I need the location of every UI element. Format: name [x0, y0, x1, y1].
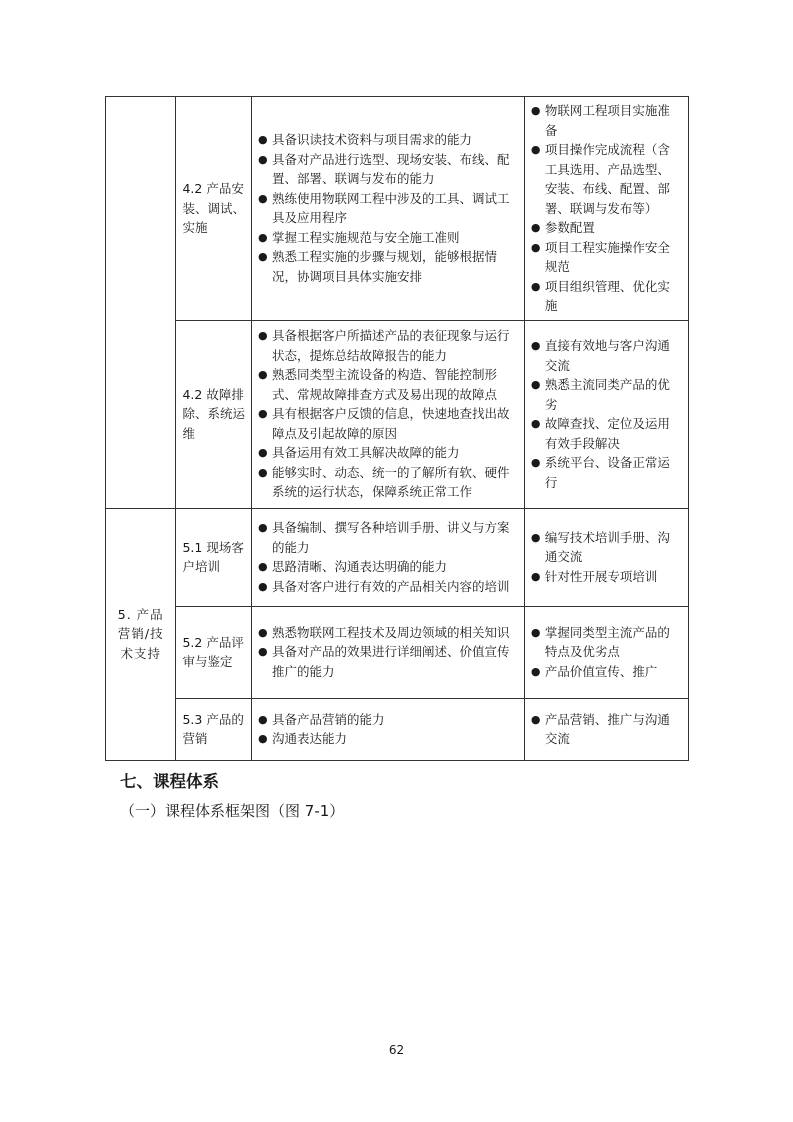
- task-cell: 4.2 故障排除、系统运维: [176, 320, 252, 508]
- list-item: ● 具备根据客户所描述产品的表征现象与运行状态，提炼总结故障报告的能力: [258, 326, 518, 365]
- ability-list: [258, 623, 518, 682]
- ability-cell: [251, 97, 524, 321]
- ability-list: [258, 518, 518, 596]
- list-item: ● 物联网工程项目实施准备: [531, 101, 682, 140]
- table-row: [106, 97, 689, 321]
- list-item: ● 具备产品营销的能力: [258, 710, 518, 730]
- list-item: ● 具备对客户进行有效的产品相关内容的培训: [258, 577, 518, 597]
- ability-list: [258, 710, 518, 749]
- page-number: 62: [388, 1043, 405, 1057]
- list-item: ● 产品价值宣传、推广: [531, 662, 682, 682]
- section-heading: 七、课程体系: [120, 772, 219, 791]
- quality-list: [531, 336, 682, 492]
- quality-cell: [524, 606, 688, 698]
- quality-cell: [524, 698, 688, 760]
- table-row: [106, 698, 689, 760]
- ability-cell: [251, 508, 524, 606]
- list-item: ● 项目工程实施操作安全规范: [531, 238, 682, 277]
- list-item: ● 能够实时、动态、统一的了解所有软、硬件系统的运行状态，保障系统正常工作: [258, 463, 518, 502]
- list-item: ● 具有根据客户反馈的信息，快速地查找出故障点及引起故障的原因: [258, 404, 518, 443]
- list-item: ● 项目组织管理、优化实施: [531, 277, 682, 316]
- list-item: ● 具备编制、撰写各种培训手册、讲义与方案的能力: [258, 518, 518, 557]
- list-item: ● 系统平台、设备正常运行: [531, 453, 682, 492]
- list-item: ● 熟悉同类型主流设备的构造、智能控制形式、常规故障排查方式及易出现的故障点: [258, 365, 518, 404]
- list-item: ● 熟练使用物联网工程中涉及的工具、调试工具及应用程序: [258, 189, 518, 228]
- area-cell: [106, 97, 176, 509]
- task-cell: 5.1 现场客户培训: [176, 508, 252, 606]
- quality-list: [531, 710, 682, 749]
- quality-cell: [524, 508, 688, 606]
- list-item: ● 掌握工程实施规范与安全施工准则: [258, 228, 518, 248]
- list-item: ● 参数配置: [531, 218, 682, 238]
- list-item: ● 掌握同类型主流产品的特点及优劣点: [531, 623, 682, 662]
- quality-list: [531, 623, 682, 682]
- list-item: ● 熟悉物联网工程技术及周边领域的相关知识: [258, 623, 518, 643]
- quality-cell: [524, 97, 688, 321]
- ability-list: [258, 326, 518, 502]
- list-item: ● 思路清晰、沟通表达明确的能力: [258, 557, 518, 577]
- table-row: [106, 320, 689, 508]
- list-item: ● 熟悉工程实施的步骤与规划，能够根据情况，协调项目具体实施安排: [258, 247, 518, 286]
- task-cell: 5.2 产品评审与鉴定: [176, 606, 252, 698]
- list-item: ● 具备识读技术资料与项目需求的能力: [258, 130, 518, 150]
- ability-list: [258, 130, 518, 286]
- list-item: ● 具备运用有效工具解决故障的能力: [258, 443, 518, 463]
- quality-list: [531, 101, 682, 316]
- task-cell: 4.2 产品安装、调试、实施: [176, 97, 252, 321]
- list-item: ● 针对性开展专项培训: [531, 567, 682, 587]
- list-item: ● 故障查找、定位及运用有效手段解决: [531, 414, 682, 453]
- task-cell: 5.3 产品的营销: [176, 698, 252, 760]
- list-item: ● 编写技术培训手册、沟通交流: [531, 528, 682, 567]
- ability-cell: [251, 698, 524, 760]
- table-row: [106, 508, 689, 606]
- quality-cell: [524, 320, 688, 508]
- list-item: ● 沟通表达能力: [258, 729, 518, 749]
- list-item: ● 直接有效地与客户沟通交流: [531, 336, 682, 375]
- ability-cell: [251, 320, 524, 508]
- list-item: ● 具备对产品的效果进行详细阐述、价值宣传推广的能力: [258, 642, 518, 681]
- table-row: [106, 606, 689, 698]
- list-item: ● 产品营销、推广与沟通交流: [531, 710, 682, 749]
- list-item: ● 具备对产品进行选型、现场安装、布线、配置、部署、联调与发布的能力: [258, 150, 518, 189]
- subsection-heading: （一）课程体系框架图（图 7-1）: [120, 802, 345, 820]
- competency-table: [105, 96, 689, 761]
- quality-list: [531, 528, 682, 587]
- ability-cell: [251, 606, 524, 698]
- area-cell: 5. 产品营销/技术支持: [106, 508, 176, 760]
- list-item: ● 项目操作完成流程（含工具选用、产品选型、安装、布线、配置、部署、联调与发布等）: [531, 140, 682, 218]
- list-item: ● 熟悉主流同类产品的优劣: [531, 375, 682, 414]
